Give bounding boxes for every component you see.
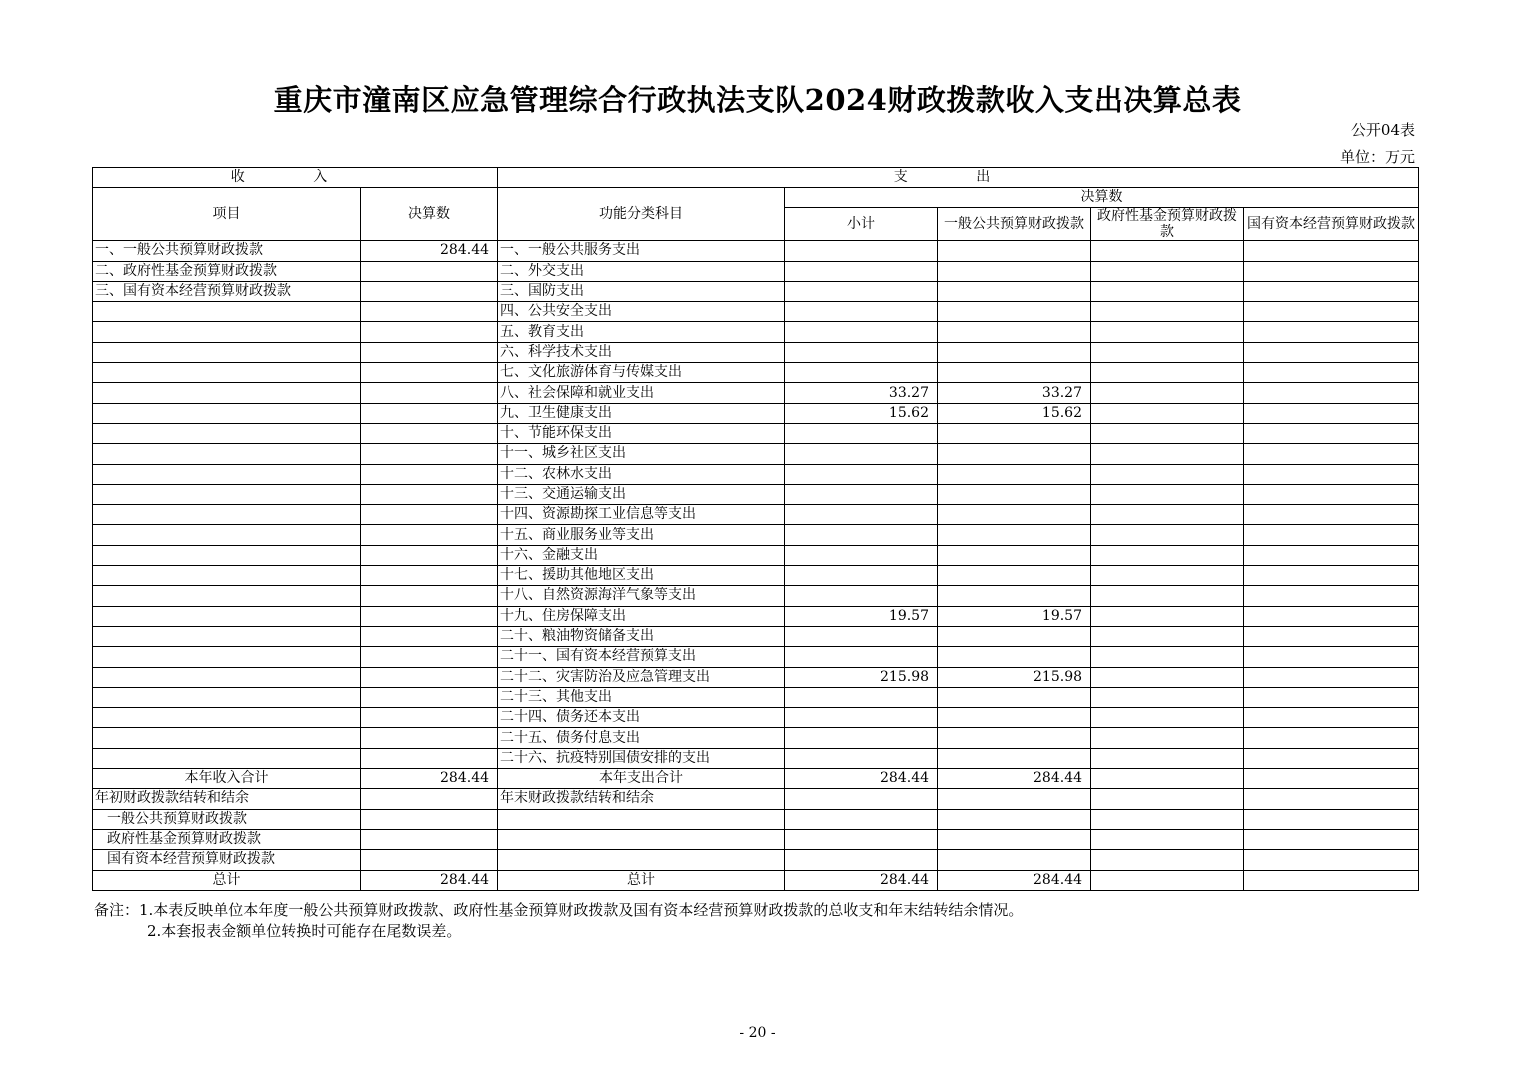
expense-general <box>938 647 1091 667</box>
table-row <box>93 302 1419 322</box>
year-total-row <box>93 769 1419 789</box>
income-amount <box>361 281 498 301</box>
expense-item: 二十六、抗疫特别国债安排的支出 <box>498 748 785 768</box>
expense-fund <box>1091 748 1244 768</box>
expense-subtotal <box>785 505 938 525</box>
notes <box>94 900 1023 942</box>
subtotal-header: 小计 <box>785 208 938 241</box>
table-row <box>93 484 1419 504</box>
income-item <box>93 423 361 443</box>
expense-general <box>938 586 1091 606</box>
expense-item: 二十二、灾害防治及应急管理支出 <box>498 667 785 687</box>
income-item <box>93 484 361 504</box>
income-amount <box>361 525 498 545</box>
expense-general <box>938 241 1091 261</box>
expense-item: 二十一、国有资本经营预算支出 <box>498 647 785 667</box>
expense-subtotal <box>785 342 938 362</box>
expense-subtotal: 15.62 <box>785 403 938 423</box>
note-1: 备注：1.本表反映单位本年度一般公共预算财政拨款、政府性基金预算财政拨款及国有资本经营预算财政拨款的总收支和年末结转结余情况。 <box>94 901 1024 919</box>
expense-state <box>1244 383 1419 403</box>
income-amount <box>361 748 498 768</box>
expense-state <box>1244 261 1419 281</box>
income-amount <box>361 687 498 707</box>
carryover-general-row <box>93 809 1419 829</box>
year-expense-subtotal: 284.44 <box>785 769 938 789</box>
final-header: 决算数 <box>785 188 1419 208</box>
item-header: 项目 <box>93 188 361 241</box>
year-expense-general: 284.44 <box>938 769 1091 789</box>
expense-state <box>1244 444 1419 464</box>
income-amount <box>361 708 498 728</box>
income-amount <box>361 586 498 606</box>
expense-fund <box>1091 545 1244 565</box>
expense-state <box>1244 505 1419 525</box>
income-item: 一、一般公共预算财政拨款 <box>93 241 361 261</box>
expense-state <box>1244 403 1419 423</box>
form-number: 公开04表 <box>1350 121 1415 139</box>
expense-subtotal <box>785 626 938 646</box>
income-item <box>93 444 361 464</box>
income-item <box>93 667 361 687</box>
expense-subtotal <box>785 423 938 443</box>
expense-subtotal <box>785 748 938 768</box>
income-item <box>93 383 361 403</box>
total-expense-label: 总计 <box>498 870 785 890</box>
expense-state <box>1244 281 1419 301</box>
expense-state <box>1244 423 1419 443</box>
income-item: 三、国有资本经营预算财政拨款 <box>93 281 361 301</box>
income-item <box>93 647 361 667</box>
expense-general <box>938 708 1091 728</box>
expense-general <box>938 566 1091 586</box>
income-amount <box>361 302 498 322</box>
expense-subtotal <box>785 728 938 748</box>
carryover-fund-label: 政府性基金预算财政拨款 <box>93 829 361 849</box>
expense-general <box>938 423 1091 443</box>
carryover-row <box>93 789 1419 809</box>
expense-general <box>938 484 1091 504</box>
income-amount <box>361 667 498 687</box>
carryover-fund-row <box>93 829 1419 849</box>
expense-subtotal <box>785 687 938 707</box>
income-amount <box>361 383 498 403</box>
table-row <box>93 322 1419 342</box>
expense-general <box>938 342 1091 362</box>
table-row <box>93 606 1419 626</box>
expense-item: 三、国防支出 <box>498 281 785 301</box>
expense-subtotal <box>785 708 938 728</box>
expense-item: 二十、粮油物资储备支出 <box>498 626 785 646</box>
expense-general: 19.57 <box>938 606 1091 626</box>
income-item <box>93 342 361 362</box>
fund-header: 政府性基金预算财政拨款 <box>1091 208 1244 241</box>
expense-subtotal <box>785 363 938 383</box>
expense-general: 33.27 <box>938 383 1091 403</box>
expense-state <box>1244 302 1419 322</box>
income-amount <box>361 261 498 281</box>
expense-general <box>938 302 1091 322</box>
func-header: 功能分类科目 <box>498 188 785 241</box>
income-item: 二、政府性基金预算财政拨款 <box>93 261 361 281</box>
general-header: 一般公共预算财政拨款 <box>938 208 1091 241</box>
expense-item: 十八、自然资源海洋气象等支出 <box>498 586 785 606</box>
year-income-label: 本年收入合计 <box>93 769 361 789</box>
income-item <box>93 403 361 423</box>
expense-subtotal <box>785 261 938 281</box>
expense-fund <box>1091 363 1244 383</box>
table-row <box>93 281 1419 301</box>
expense-subtotal <box>785 484 938 504</box>
income-item <box>93 363 361 383</box>
expense-state <box>1244 566 1419 586</box>
expense-subtotal <box>785 464 938 484</box>
expense-general: 15.62 <box>938 403 1091 423</box>
table-row <box>93 261 1419 281</box>
expense-fund <box>1091 687 1244 707</box>
table-row <box>93 444 1419 464</box>
expense-item: 四、公共安全支出 <box>498 302 785 322</box>
expense-subtotal <box>785 525 938 545</box>
expense-fund <box>1091 241 1244 261</box>
income-amount <box>361 566 498 586</box>
income-amount <box>361 606 498 626</box>
end-carryover-label: 年末财政拨款结转和结余 <box>498 789 785 809</box>
income-amount <box>361 342 498 362</box>
expense-item: 六、科学技术支出 <box>498 342 785 362</box>
income-item <box>93 586 361 606</box>
total-income-label: 总计 <box>93 870 361 890</box>
expense-general <box>938 687 1091 707</box>
table-row <box>93 505 1419 525</box>
expense-state <box>1244 464 1419 484</box>
expense-general <box>938 505 1091 525</box>
begin-carryover-label: 年初财政拨款结转和结余 <box>93 789 361 809</box>
expense-state <box>1244 748 1419 768</box>
income-item <box>93 302 361 322</box>
expense-fund <box>1091 444 1244 464</box>
expense-subtotal <box>785 322 938 342</box>
expense-fund <box>1091 586 1244 606</box>
expense-fund <box>1091 667 1244 687</box>
expense-general <box>938 626 1091 646</box>
table-row <box>93 383 1419 403</box>
expense-fund <box>1091 464 1244 484</box>
expense-state <box>1244 606 1419 626</box>
expense-fund <box>1091 322 1244 342</box>
income-amount <box>361 484 498 504</box>
expense-item: 九、卫生健康支出 <box>498 403 785 423</box>
expense-general <box>938 748 1091 768</box>
expense-item: 十、节能环保支出 <box>498 423 785 443</box>
expense-subtotal <box>785 586 938 606</box>
table-row <box>93 363 1419 383</box>
table-row <box>93 464 1419 484</box>
expense-section-header: 支 出 <box>498 168 1419 188</box>
table-row <box>93 708 1419 728</box>
table-row <box>93 647 1419 667</box>
table-row <box>93 586 1419 606</box>
income-item <box>93 322 361 342</box>
expense-fund <box>1091 606 1244 626</box>
income-amount <box>361 728 498 748</box>
expense-state <box>1244 667 1419 687</box>
expense-general <box>938 464 1091 484</box>
table-row <box>93 728 1419 748</box>
expense-item: 十二、农林水支出 <box>498 464 785 484</box>
total-expense-subtotal: 284.44 <box>785 870 938 890</box>
expense-general <box>938 728 1091 748</box>
expense-subtotal: 33.27 <box>785 383 938 403</box>
expense-fund <box>1091 647 1244 667</box>
amount-header: 决算数 <box>361 188 498 241</box>
expense-state <box>1244 241 1419 261</box>
page-number: - 20 - <box>739 1025 776 1041</box>
year-expense-label: 本年支出合计 <box>498 769 785 789</box>
table-row <box>93 667 1419 687</box>
income-amount <box>361 423 498 443</box>
expense-general <box>938 363 1091 383</box>
expense-fund <box>1091 708 1244 728</box>
note-2: 2.本套报表金额单位转换时可能存在尾数误差。 <box>147 922 462 940</box>
expense-fund <box>1091 423 1244 443</box>
table-row <box>93 241 1419 261</box>
expense-item: 八、社会保障和就业支出 <box>498 383 785 403</box>
expense-subtotal <box>785 444 938 464</box>
income-amount: 284.44 <box>361 241 498 261</box>
income-amount <box>361 444 498 464</box>
expense-general <box>938 261 1091 281</box>
income-item <box>93 545 361 565</box>
expense-state <box>1244 484 1419 504</box>
expense-item: 十三、交通运输支出 <box>498 484 785 504</box>
income-item <box>93 708 361 728</box>
income-item <box>93 626 361 646</box>
expense-state <box>1244 363 1419 383</box>
income-item <box>93 505 361 525</box>
table-row <box>93 626 1419 646</box>
expense-state <box>1244 342 1419 362</box>
income-amount <box>361 505 498 525</box>
grand-total-row <box>93 870 1419 890</box>
expense-fund <box>1091 403 1244 423</box>
expense-fund <box>1091 281 1244 301</box>
expense-general <box>938 444 1091 464</box>
income-amount <box>361 322 498 342</box>
expense-state <box>1244 322 1419 342</box>
expense-item: 二十五、债务付息支出 <box>498 728 785 748</box>
income-item <box>93 566 361 586</box>
expense-general <box>938 322 1091 342</box>
expense-fund <box>1091 302 1244 322</box>
expense-state <box>1244 525 1419 545</box>
expense-item: 二、外交支出 <box>498 261 785 281</box>
expense-state <box>1244 708 1419 728</box>
expense-fund <box>1091 383 1244 403</box>
expense-fund <box>1091 728 1244 748</box>
expense-subtotal <box>785 281 938 301</box>
expense-fund <box>1091 484 1244 504</box>
expense-item: 十四、资源勘探工业信息等支出 <box>498 505 785 525</box>
income-amount <box>361 403 498 423</box>
year-income-value: 284.44 <box>361 769 498 789</box>
table-row <box>93 687 1419 707</box>
income-section-header: 收 入 <box>93 168 498 188</box>
expense-subtotal: 19.57 <box>785 606 938 626</box>
expense-fund <box>1091 566 1244 586</box>
income-item <box>93 525 361 545</box>
expense-general <box>938 281 1091 301</box>
expense-item: 二十三、其他支出 <box>498 687 785 707</box>
expense-item: 一、一般公共服务支出 <box>498 241 785 261</box>
income-item <box>93 728 361 748</box>
expense-item: 十一、城乡社区支出 <box>498 444 785 464</box>
income-item <box>93 748 361 768</box>
carryover-state-row <box>93 850 1419 870</box>
total-expense-general: 284.44 <box>938 870 1091 890</box>
income-amount <box>361 363 498 383</box>
expense-item: 七、文化旅游体育与传媒支出 <box>498 363 785 383</box>
expense-state <box>1244 687 1419 707</box>
expense-fund <box>1091 626 1244 646</box>
expense-state <box>1244 647 1419 667</box>
expense-fund <box>1091 525 1244 545</box>
expense-item: 五、教育支出 <box>498 322 785 342</box>
income-amount <box>361 545 498 565</box>
table-row <box>93 403 1419 423</box>
state-header: 国有资本经营预算财政拨款 <box>1244 208 1419 241</box>
income-amount <box>361 464 498 484</box>
table-row <box>93 423 1419 443</box>
expense-state <box>1244 626 1419 646</box>
page-title: 重庆市潼南区应急管理综合行政执法支队2024财政拨款收入支出决算总表 <box>273 83 1242 117</box>
table-row <box>93 545 1419 565</box>
expense-item: 十五、商业服务业等支出 <box>498 525 785 545</box>
income-amount <box>361 626 498 646</box>
table-row <box>93 342 1419 362</box>
expense-subtotal <box>785 545 938 565</box>
carryover-state-label: 国有资本经营预算财政拨款 <box>93 850 361 870</box>
expense-fund <box>1091 505 1244 525</box>
expense-subtotal <box>785 241 938 261</box>
unit-label: 单位：万元 <box>1339 148 1415 166</box>
table-row <box>93 525 1419 545</box>
expense-state <box>1244 728 1419 748</box>
expense-item: 十六、金融支出 <box>498 545 785 565</box>
total-income-value: 284.44 <box>361 870 498 890</box>
table-row <box>93 748 1419 768</box>
expense-item: 十七、援助其他地区支出 <box>498 566 785 586</box>
expense-subtotal <box>785 302 938 322</box>
expense-general <box>938 545 1091 565</box>
income-amount <box>361 647 498 667</box>
expense-fund <box>1091 342 1244 362</box>
income-item <box>93 687 361 707</box>
expense-subtotal <box>785 566 938 586</box>
expense-item: 十九、住房保障支出 <box>498 606 785 626</box>
carryover-general-label: 一般公共预算财政拨款 <box>93 809 361 829</box>
expense-general: 215.98 <box>938 667 1091 687</box>
budget-table <box>92 167 1419 891</box>
expense-subtotal: 215.98 <box>785 667 938 687</box>
expense-subtotal <box>785 647 938 667</box>
table-row <box>93 566 1419 586</box>
expense-state <box>1244 586 1419 606</box>
expense-fund <box>1091 261 1244 281</box>
income-item <box>93 606 361 626</box>
expense-general <box>938 525 1091 545</box>
income-item <box>93 464 361 484</box>
expense-item: 二十四、债务还本支出 <box>498 708 785 728</box>
expense-state <box>1244 545 1419 565</box>
